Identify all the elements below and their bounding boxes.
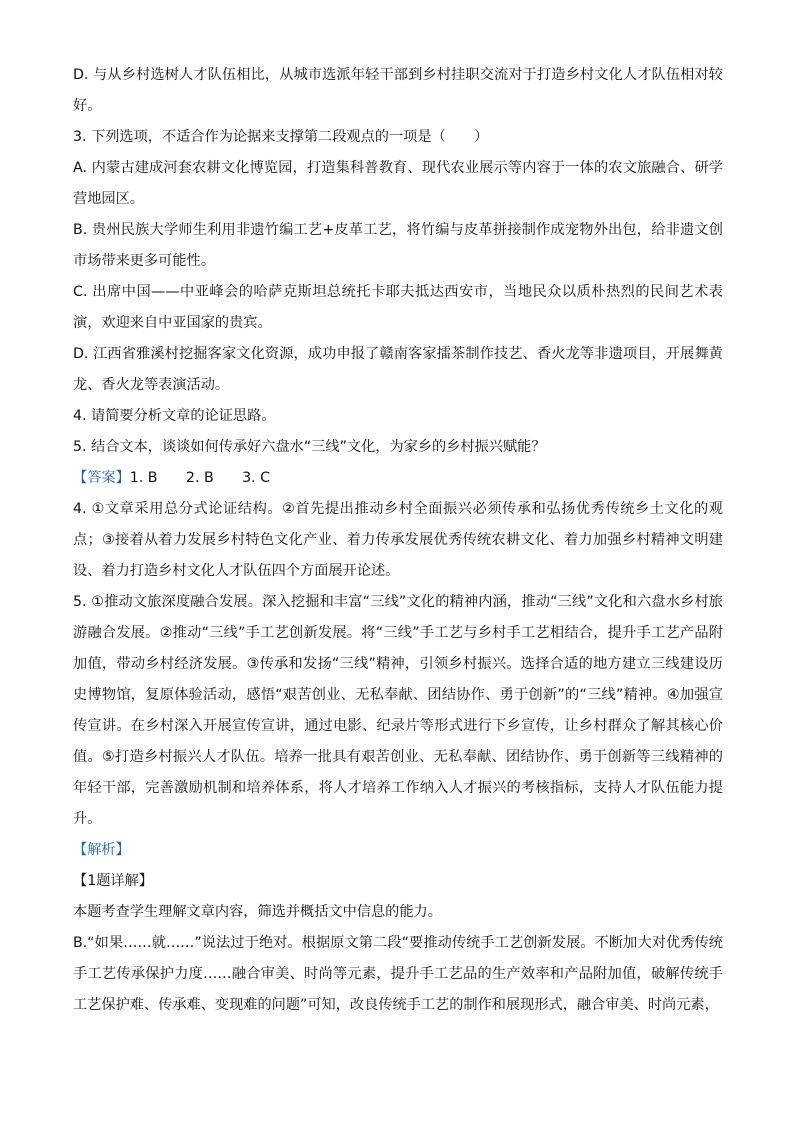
answer-tag: 【答案】 [73,470,130,486]
question-3-option-a: A. 内蒙古建成河套农耕文化博览园，打造集科普教育、现代农业展示等内容于一体的农文旅融合、研学营地园区。 [73,160,723,207]
analysis-q1-heading: 【1题详解】 [73,873,153,889]
analysis-tag: 【解析】 [73,842,130,858]
question-4: 4. 请简要分析文章的论证思路。 [73,408,276,424]
question-5: 5. 结合文本，谈谈如何传承好六盘水“三线”文化，为家乡的乡村振兴赋能？ [73,439,546,455]
option-d-previous: D. 与从乡村选树人才队伍相比，从城市选派年轻干部到乡村挂职交流对于打造乡村文化人才队伍相对较好。 [73,67,723,114]
question-3-option-d: D. 江西省雅溪村挖掘客家文化资源，成功申报了赣南客家擂茶制作技艺、香火龙等非遗项目，开展舞黄龙、香火龙等表演活动。 [73,346,723,393]
document-page [73,60,723,1021]
question-3-stem: 3. 下列选项，不适合作为论据来支撑第二段观点的一项是（ ） [73,129,489,145]
question-3-option-b: B. 贵州民族大学师生利用非遗竹编工艺+皮革工艺，将竹编与皮革拼接制作成宠物外出包，给非遗文创市场带来更多可能性。 [73,222,723,269]
answer-5: 5. ①推动文旅深度融合发展。深入挖掘和丰富“三线”文化的精神内涵，推动“三线”文化和六盘水乡村旅游融合发展。②推动“三线”手工艺创新发展。将“三线”手工艺与乡村手工艺相结合，提升手工艺产品附加值，带动乡村经济发展。③传承和发扬“三线”精神，引领乡村振兴。选择合适的地方建立三线建设历史博物馆，复原体验活动，感悟“艰苦创业、无私奉献、团结协作、勇于创新”的“三线”精神。④加强宣传宣讲。在乡村深入开展宣传宣讲，通过电影、纪录片等形式进行下乡宣传，让乡村群众了解其核心价值。⑤打造乡村振兴人才队伍。培养一批具有艰苦创业、无私奉献、团结协作、勇于创新等三线精神的年轻干部，完善激励机制和培养体系，将人才培养工作纳入人才振兴的考核指标，支持人才队伍能力提升。 [73,594,723,827]
answer-items: 1. B 2. B 3. C [129,470,271,486]
answer-line [73,463,723,494]
analysis-intro: 本题考查学生理解文章内容，筛选并概括文中信息的能力。 [73,904,442,920]
answer-4: 4. ①文章采用总分式论证结构。②首先提出推动乡村全面振兴必须传承和弘扬优秀传统乡土文化的观点；③接着从着力发展乡村特色文化产业、着力传承发展优秀传统农耕文化、着力加强乡村精神文明建设、着力打造乡村文化人才队伍四个方面展开论述。 [73,501,723,579]
analysis-option-b: B.“如果……就……”说法过于绝对。根据原文第二段“要推动传统手工艺创新发展。不断加大对优秀传统手工艺传承保护力度……融合审美、时尚等元素，提升手工艺品的生产效率和产品附加值，破解传统手工艺保护难、传承难、变现难的问题”可知，改良传统手工艺的制作和展现形式，融合审美、时尚元素， [73,935,723,1013]
question-3-option-c: C. 出席中国——中亚峰会的哈萨克斯坦总统托卡耶夫抵达西安市，当地民众以质朴热烈的民间艺术表演，欢迎来自中亚国家的贵宾。 [73,284,723,331]
